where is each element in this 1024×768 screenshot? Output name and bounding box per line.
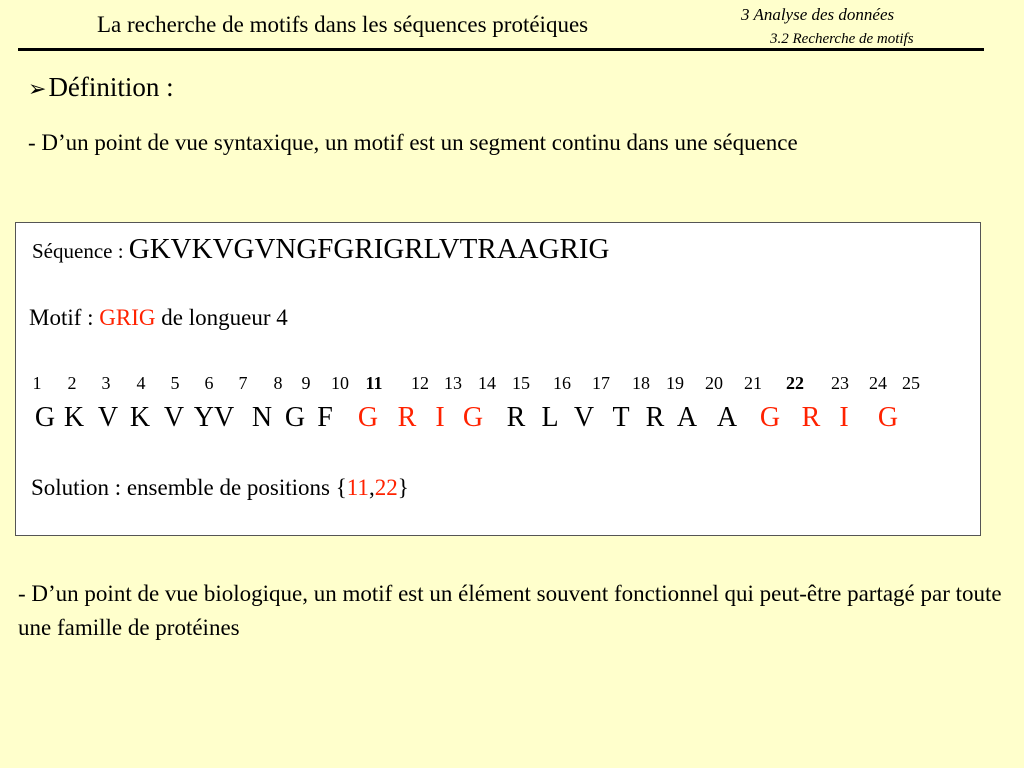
sequence-letter: R: [506, 402, 526, 433]
position-number: 14: [478, 373, 496, 393]
position-number: 18: [632, 373, 650, 393]
motif-line: [29, 305, 288, 331]
motif-suffix: de longueur 4: [155, 305, 288, 330]
sequence-letter: K: [129, 402, 151, 433]
solution-label: Solution : ensemble de positions {: [31, 475, 347, 500]
position-number: 13: [444, 373, 462, 393]
position-number: 20: [705, 373, 723, 393]
sequence-letter: G: [34, 402, 56, 433]
position-number: 11: [365, 373, 383, 393]
solution-position-2: 22: [374, 475, 398, 500]
solution-line: [31, 475, 409, 501]
position-number: 10: [331, 373, 349, 393]
header-divider: [18, 48, 984, 51]
position-number: 23: [831, 373, 849, 393]
position-number: 24: [869, 373, 887, 393]
position-number: 9: [301, 373, 311, 393]
sequence-letter: V: [163, 402, 185, 433]
slide-title: La recherche de motifs dans les séquences protéiques: [97, 12, 589, 37]
position-numbers-row: [16, 373, 980, 397]
sequence-letter: V: [573, 402, 595, 433]
motif-letter: G: [877, 402, 899, 433]
position-number: 5: [170, 373, 180, 393]
sequence-line: [32, 233, 609, 266]
section-label: 3 Analyse des données: [741, 5, 895, 24]
motif-label: Motif :: [29, 305, 100, 330]
sequence-letter: A: [676, 402, 698, 433]
arrow-bullet-icon: ➢: [28, 76, 47, 101]
solution-separator: ,: [368, 475, 375, 500]
position-number: 25: [902, 373, 920, 393]
definition-heading-text: Définition :: [48, 72, 174, 102]
motif-value: GRIG: [99, 305, 156, 330]
position-number: 1: [32, 373, 42, 393]
sequence-letter: V: [97, 402, 119, 433]
sequence-letter: F: [317, 402, 333, 433]
position-number: 17: [592, 373, 610, 393]
sequence-value: GKVKVGVNGFGRIGRLVTRAAGRIG: [128, 233, 610, 265]
definition-heading: [28, 72, 174, 103]
sequence-letter: K: [63, 402, 85, 433]
position-number: 4: [136, 373, 146, 393]
sequence-letter: L: [541, 402, 559, 433]
position-number: 22: [786, 373, 804, 393]
sequence-label: Séquence :: [32, 239, 129, 263]
motif-letter: I: [839, 402, 849, 433]
position-number: 15: [512, 373, 530, 393]
solution-position-1: 11: [346, 475, 369, 500]
motif-letter: G: [462, 402, 484, 433]
position-number: 7: [238, 373, 248, 393]
position-number: 2: [67, 373, 77, 393]
sequence-letter: YV: [193, 402, 235, 433]
biological-definition: - D’un point de vue biologique, un motif est un élément souvent fonctionnel qui peut-être partagé par toute une famille de protéines: [18, 581, 1002, 640]
motif-letter: G: [357, 402, 379, 433]
sequence-letter: T: [612, 402, 630, 433]
sequence-letter: N: [251, 402, 273, 433]
solution-close: }: [397, 475, 409, 500]
motif-letter: R: [397, 402, 417, 433]
subsection-label: 3.2 Recherche de motifs: [770, 31, 914, 47]
sequence-letter: G: [284, 402, 306, 433]
motif-letter: R: [801, 402, 821, 433]
position-number: 3: [101, 373, 111, 393]
position-number: 19: [666, 373, 684, 393]
position-number: 6: [204, 373, 214, 393]
motif-letter: I: [435, 402, 445, 433]
example-box: [15, 222, 981, 536]
position-number: 8: [273, 373, 283, 393]
position-number: 16: [553, 373, 571, 393]
position-number: 12: [411, 373, 429, 393]
sequence-letters-row: [16, 402, 980, 436]
position-number: 21: [744, 373, 762, 393]
motif-letter: G: [759, 402, 781, 433]
syntactic-definition: - D’un point de vue syntaxique, un motif est un segment continu dans une séquence: [28, 130, 798, 155]
sequence-letter: R: [645, 402, 665, 433]
sequence-letter: A: [716, 402, 738, 433]
